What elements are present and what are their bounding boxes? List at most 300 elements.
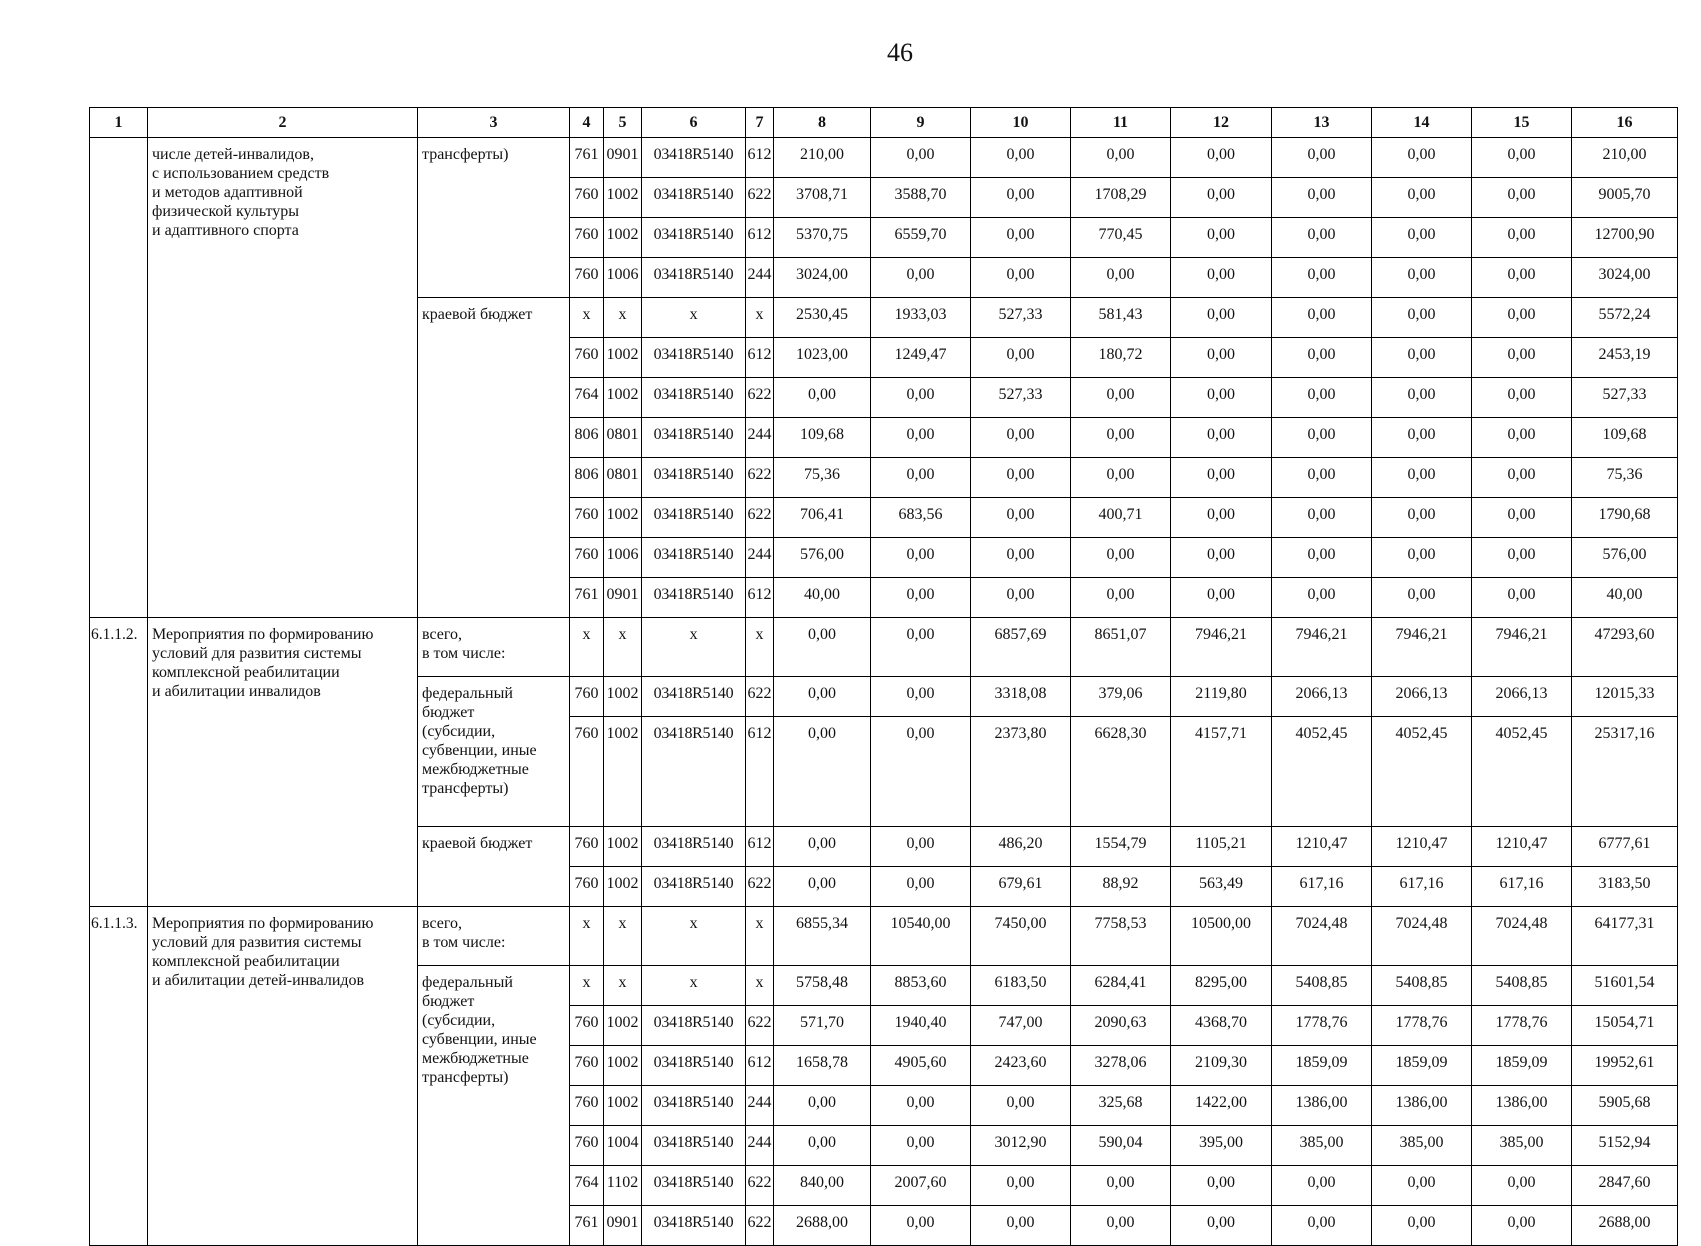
budget-code-cell: 760 [570,867,604,907]
amount-cell: 5370,75 [774,218,871,258]
budget-code-cell: 0901 [604,138,642,178]
amount-cell: 75,36 [774,458,871,498]
column-header: 12 [1171,108,1272,138]
amount-cell: 0,00 [971,1166,1071,1206]
budget-code-cell: 03418R5140 [642,138,746,178]
amount-cell: 6559,70 [871,218,971,258]
amount-cell: 4368,70 [1171,1006,1272,1046]
budget-code-cell: 612 [746,578,774,618]
amount-cell: 617,16 [1472,867,1572,907]
budget-code-cell: 0801 [604,418,642,458]
amount-cell: 3708,71 [774,178,871,218]
amount-cell: 6777,61 [1572,827,1678,867]
amount-cell: 679,61 [971,867,1071,907]
amount-cell: 486,20 [971,827,1071,867]
amount-cell: 1249,47 [871,338,971,378]
column-header: 2 [148,108,418,138]
budget-code-cell: 760 [570,178,604,218]
amount-cell: 4052,45 [1472,717,1572,827]
budget-code-cell: 622 [746,1206,774,1246]
budget-code-cell: 764 [570,378,604,418]
budget-code-cell: 612 [746,827,774,867]
amount-cell: 0,00 [1372,258,1472,298]
amount-cell: 0,00 [1272,138,1372,178]
amount-cell: 3278,06 [1071,1046,1171,1086]
amount-cell: 4052,45 [1372,717,1472,827]
column-header: 3 [418,108,570,138]
amount-cell: 0,00 [971,1206,1071,1246]
budget-code-cell: 03418R5140 [642,1086,746,1126]
budget-code-cell: 612 [746,218,774,258]
budget-code-cell: x [570,618,604,677]
column-header: 4 [570,108,604,138]
amount-cell: 0,00 [1272,1166,1372,1206]
amount-cell: 3588,70 [871,178,971,218]
amount-cell: 5408,85 [1472,966,1572,1006]
amount-cell: 0,00 [971,178,1071,218]
amount-cell: 5758,48 [774,966,871,1006]
amount-cell: 0,00 [871,1086,971,1126]
budget-code-cell: x [642,966,746,1006]
budget-code-cell: 760 [570,677,604,717]
budget-code-cell: 1002 [604,178,642,218]
budget-code-cell: 03418R5140 [642,418,746,458]
amount-cell: 0,00 [1171,138,1272,178]
amount-cell: 0,00 [1171,1166,1272,1206]
budget-code-cell: 03418R5140 [642,867,746,907]
column-header: 14 [1372,108,1472,138]
budget-code-cell: 03418R5140 [642,1166,746,1206]
budget-code-cell: 1002 [604,218,642,258]
amount-cell: 51601,54 [1572,966,1678,1006]
table-row [90,138,1678,178]
budget-code-cell: 0901 [604,578,642,618]
amount-cell: 0,00 [1272,338,1372,378]
section-number: 6.1.1.2. [90,618,148,907]
amount-cell: 4052,45 [1272,717,1372,827]
amount-cell: 6183,50 [971,966,1071,1006]
amount-cell: 1554,79 [1071,827,1171,867]
amount-cell: 5408,85 [1272,966,1372,1006]
amount-cell: 88,92 [1071,867,1171,907]
amount-cell: 5905,68 [1572,1086,1678,1126]
amount-cell: 15054,71 [1572,1006,1678,1046]
amount-cell: 0,00 [774,1086,871,1126]
amount-cell: 0,00 [1372,298,1472,338]
amount-cell: 5152,94 [1572,1126,1678,1166]
amount-cell: 0,00 [1372,178,1472,218]
budget-code-cell: 03418R5140 [642,218,746,258]
amount-cell: 2109,30 [1171,1046,1272,1086]
amount-cell: 0,00 [871,538,971,578]
budget-code-cell: 1002 [604,827,642,867]
budget-code-cell: 03418R5140 [642,178,746,218]
column-header: 10 [971,108,1071,138]
budget-code-cell: 244 [746,538,774,578]
amount-cell: 0,00 [1372,418,1472,458]
amount-cell: 0,00 [1472,538,1572,578]
amount-cell: 0,00 [774,867,871,907]
amount-cell: 0,00 [871,867,971,907]
amount-cell: 4157,71 [1171,717,1272,827]
amount-cell: 64177,31 [1572,907,1678,966]
budget-code-cell: 1002 [604,1086,642,1126]
budget-code-cell: 764 [570,1166,604,1206]
budget-code-cell: x [604,618,642,677]
amount-cell: 1778,76 [1272,1006,1372,1046]
amount-cell: 385,00 [1472,1126,1572,1166]
amount-cell: 0,00 [1071,578,1171,618]
budget-code-cell: 03418R5140 [642,498,746,538]
amount-cell: 0,00 [871,418,971,458]
header-row [90,108,1678,138]
budget-code-cell: 03418R5140 [642,1046,746,1086]
amount-cell: 1859,09 [1272,1046,1372,1086]
amount-cell: 0,00 [774,717,871,827]
amount-cell: 5572,24 [1572,298,1678,338]
table-body [90,138,1678,1246]
budget-code-cell: 761 [570,1206,604,1246]
activity-name: числе детей-инвалидов, с использованием средств и методов адаптивной физической культуры и адаптивного спорта [148,138,418,618]
amount-cell: 9005,70 [1572,178,1678,218]
budget-code-cell: 1004 [604,1126,642,1166]
budget-code-cell: 622 [746,178,774,218]
amount-cell: 7024,48 [1272,907,1372,966]
funding-source: краевой бюджет [418,827,570,907]
amount-cell: 47293,60 [1572,618,1678,677]
amount-cell: 0,00 [1372,1166,1472,1206]
budget-code-cell: 1006 [604,538,642,578]
amount-cell: 1790,68 [1572,498,1678,538]
budget-code-cell: 760 [570,1006,604,1046]
amount-cell: 0,00 [1071,418,1171,458]
amount-cell: 0,00 [774,677,871,717]
amount-cell: 1422,00 [1171,1086,1272,1126]
budget-code-cell: x [746,966,774,1006]
amount-cell: 1933,03 [871,298,971,338]
budget-code-cell: 760 [570,717,604,827]
amount-cell: 581,43 [1071,298,1171,338]
budget-code-cell: 612 [746,1046,774,1086]
amount-cell: 0,00 [971,418,1071,458]
amount-cell: 7946,21 [1372,618,1472,677]
amount-cell: 0,00 [774,378,871,418]
budget-code-cell: 622 [746,677,774,717]
budget-code-cell: 0901 [604,1206,642,1246]
budget-code-cell: 03418R5140 [642,1006,746,1046]
amount-cell: 325,68 [1071,1086,1171,1126]
budget-code-cell: 760 [570,338,604,378]
amount-cell: 0,00 [1272,538,1372,578]
amount-cell: 1023,00 [774,338,871,378]
amount-cell: 0,00 [1472,378,1572,418]
budget-code-cell: 760 [570,498,604,538]
budget-code-cell: 760 [570,827,604,867]
column-header: 1 [90,108,148,138]
amount-cell: 563,49 [1171,867,1272,907]
budget-code-cell: 760 [570,258,604,298]
amount-cell: 0,00 [871,138,971,178]
amount-cell: 0,00 [1472,498,1572,538]
amount-cell: 0,00 [1272,458,1372,498]
amount-cell: 1386,00 [1472,1086,1572,1126]
amount-cell: 2373,80 [971,717,1071,827]
budget-code-cell: 244 [746,1126,774,1166]
budget-code-cell: 622 [746,378,774,418]
budget-code-cell: 761 [570,578,604,618]
amount-cell: 0,00 [1272,1206,1372,1246]
amount-cell: 0,00 [1272,578,1372,618]
amount-cell: 75,36 [1572,458,1678,498]
table-row [90,907,1678,966]
amount-cell: 0,00 [1472,258,1572,298]
amount-cell: 0,00 [1171,458,1272,498]
budget-code-cell: 760 [570,538,604,578]
amount-cell: 1210,47 [1472,827,1572,867]
budget-code-cell: x [604,966,642,1006]
amount-cell: 0,00 [1272,218,1372,258]
budget-code-cell: 1002 [604,677,642,717]
budget-code-cell: 03418R5140 [642,378,746,418]
amount-cell: 1940,40 [871,1006,971,1046]
budget-code-cell: 1002 [604,1046,642,1086]
amount-cell: 0,00 [1071,138,1171,178]
column-header: 15 [1472,108,1572,138]
amount-cell: 0,00 [774,827,871,867]
amount-cell: 0,00 [971,1086,1071,1126]
budget-code-cell: 244 [746,258,774,298]
amount-cell: 1708,29 [1071,178,1171,218]
amount-cell: 576,00 [1572,538,1678,578]
budget-code-cell: 244 [746,418,774,458]
amount-cell: 0,00 [1472,138,1572,178]
column-header: 5 [604,108,642,138]
funding-source: федеральный бюджет (субсидии, субвенции, иные межбюджетные трансферты) [418,677,570,827]
amount-cell: 109,68 [774,418,871,458]
amount-cell: 590,04 [1071,1126,1171,1166]
amount-cell: 0,00 [971,218,1071,258]
amount-cell: 379,06 [1071,677,1171,717]
budget-code-cell: x [570,298,604,338]
budget-code-cell: 1102 [604,1166,642,1206]
budget-code-cell: 761 [570,138,604,178]
amount-cell: 0,00 [1472,298,1572,338]
amount-cell: 0,00 [971,458,1071,498]
amount-cell: 385,00 [1372,1126,1472,1166]
budget-code-cell: 244 [746,1086,774,1126]
amount-cell: 6857,69 [971,618,1071,677]
amount-cell: 7450,00 [971,907,1071,966]
budget-code-cell: 03418R5140 [642,458,746,498]
table-row [90,618,1678,677]
funding-source: краевой бюджет [418,298,570,618]
amount-cell: 0,00 [871,618,971,677]
amount-cell: 0,00 [971,498,1071,538]
amount-cell: 0,00 [1272,378,1372,418]
amount-cell: 0,00 [1171,218,1272,258]
budget-code-cell: x [570,966,604,1006]
amount-cell: 2066,13 [1272,677,1372,717]
amount-cell: 2688,00 [1572,1206,1678,1246]
amount-cell: 571,70 [774,1006,871,1046]
budget-code-cell: 1002 [604,1006,642,1046]
amount-cell: 0,00 [1071,538,1171,578]
budget-code-cell: 1006 [604,258,642,298]
amount-cell: 0,00 [1171,298,1272,338]
amount-cell: 0,00 [871,578,971,618]
amount-cell: 0,00 [1472,178,1572,218]
funding-source: всего, в том числе: [418,907,570,966]
amount-cell: 210,00 [1572,138,1678,178]
page-number: 46 [887,38,913,67]
amount-cell: 210,00 [774,138,871,178]
amount-cell: 0,00 [1171,258,1272,298]
amount-cell: 0,00 [971,338,1071,378]
budget-table [89,107,1678,1246]
column-header: 8 [774,108,871,138]
amount-cell: 0,00 [1171,378,1272,418]
amount-cell: 0,00 [1472,1166,1572,1206]
amount-cell: 1210,47 [1372,827,1472,867]
amount-cell: 10540,00 [871,907,971,966]
amount-cell: 8295,00 [1171,966,1272,1006]
budget-code-cell: 03418R5140 [642,1206,746,1246]
amount-cell: 2007,60 [871,1166,971,1206]
budget-code-cell: 806 [570,418,604,458]
amount-cell: 0,00 [774,1126,871,1166]
amount-cell: 1859,09 [1472,1046,1572,1086]
amount-cell: 0,00 [774,618,871,677]
amount-cell: 3024,00 [1572,258,1678,298]
amount-cell: 1778,76 [1372,1006,1472,1046]
amount-cell: 0,00 [1272,498,1372,538]
amount-cell: 0,00 [1272,258,1372,298]
amount-cell: 2066,13 [1472,677,1572,717]
amount-cell: 3183,50 [1572,867,1678,907]
amount-cell: 109,68 [1572,418,1678,458]
budget-code-cell: 03418R5140 [642,338,746,378]
amount-cell: 0,00 [1071,1166,1171,1206]
budget-code-cell: 806 [570,458,604,498]
amount-cell: 7946,21 [1171,618,1272,677]
funding-source: федеральный бюджет (субсидии, субвенции, иные межбюджетные трансферты) [418,966,570,1246]
amount-cell: 840,00 [774,1166,871,1206]
budget-code-cell: 1002 [604,378,642,418]
column-header: 7 [746,108,774,138]
budget-code-cell: 03418R5140 [642,717,746,827]
funding-source: всего, в том числе: [418,618,570,677]
budget-code-cell: 612 [746,338,774,378]
budget-code-cell: x [642,618,746,677]
amount-cell: 2847,60 [1572,1166,1678,1206]
budget-code-cell: 622 [746,1166,774,1206]
amount-cell: 0,00 [1372,338,1472,378]
budget-code-cell: 612 [746,138,774,178]
amount-cell: 0,00 [1071,458,1171,498]
amount-cell: 0,00 [1171,498,1272,538]
amount-cell: 0,00 [1472,218,1572,258]
budget-code-cell: 760 [570,218,604,258]
budget-code-cell: x [570,907,604,966]
amount-cell: 0,00 [1171,578,1272,618]
amount-cell: 0,00 [871,1126,971,1166]
budget-code-cell: x [604,907,642,966]
amount-cell: 1105,21 [1171,827,1272,867]
amount-cell: 0,00 [871,378,971,418]
amount-cell: 683,56 [871,498,971,538]
column-header: 13 [1272,108,1372,138]
amount-cell: 8651,07 [1071,618,1171,677]
amount-cell: 1210,47 [1272,827,1372,867]
amount-cell: 2530,45 [774,298,871,338]
amount-cell: 6284,41 [1071,966,1171,1006]
budget-code-cell: 03418R5140 [642,1126,746,1166]
amount-cell: 0,00 [871,458,971,498]
amount-cell: 0,00 [1372,498,1472,538]
amount-cell: 25317,16 [1572,717,1678,827]
amount-cell: 2453,19 [1572,338,1678,378]
budget-code-cell: 622 [746,867,774,907]
amount-cell: 8853,60 [871,966,971,1006]
amount-cell: 10500,00 [1171,907,1272,966]
amount-cell: 0,00 [1071,258,1171,298]
budget-code-cell: 622 [746,1006,774,1046]
amount-cell: 0,00 [971,578,1071,618]
amount-cell: 0,00 [1472,578,1572,618]
amount-cell: 40,00 [1572,578,1678,618]
amount-cell: 7946,21 [1272,618,1372,677]
amount-cell: 6855,34 [774,907,871,966]
budget-code-cell: x [642,298,746,338]
amount-cell: 527,33 [971,298,1071,338]
amount-cell: 0,00 [871,677,971,717]
amount-cell: 0,00 [1472,1206,1572,1246]
amount-cell: 4905,60 [871,1046,971,1086]
activity-name: Мероприятия по формированию условий для развития системы комплексной реабилитации и абилитации детей-инвалидов [148,907,418,1246]
activity-name: Мероприятия по формированию условий для развития системы комплексной реабилитации и абилитации инвалидов [148,618,418,907]
amount-cell: 0,00 [1171,338,1272,378]
budget-code-cell: 03418R5140 [642,578,746,618]
amount-cell: 1386,00 [1272,1086,1372,1126]
budget-code-cell: 03418R5140 [642,538,746,578]
amount-cell: 12015,33 [1572,677,1678,717]
amount-cell: 0,00 [1272,298,1372,338]
budget-code-cell: 1002 [604,498,642,538]
amount-cell: 40,00 [774,578,871,618]
amount-cell: 180,72 [1071,338,1171,378]
amount-cell: 527,33 [971,378,1071,418]
column-header: 16 [1572,108,1678,138]
amount-cell: 7024,48 [1372,907,1472,966]
budget-code-cell: 760 [570,1086,604,1126]
amount-cell: 2119,80 [1171,677,1272,717]
amount-cell: 0,00 [1372,458,1472,498]
budget-code-cell: 612 [746,717,774,827]
amount-cell: 0,00 [1071,1206,1171,1246]
amount-cell: 0,00 [1372,138,1472,178]
amount-cell: 0,00 [1272,418,1372,458]
amount-cell: 0,00 [1472,418,1572,458]
amount-cell: 0,00 [1472,458,1572,498]
amount-cell: 0,00 [1171,418,1272,458]
budget-code-cell: 760 [570,1126,604,1166]
budget-code-cell: x [746,298,774,338]
amount-cell: 2090,63 [1071,1006,1171,1046]
budget-code-cell: 622 [746,458,774,498]
amount-cell: 1658,78 [774,1046,871,1086]
funding-source: трансферты) [418,138,570,298]
amount-cell: 617,16 [1272,867,1372,907]
